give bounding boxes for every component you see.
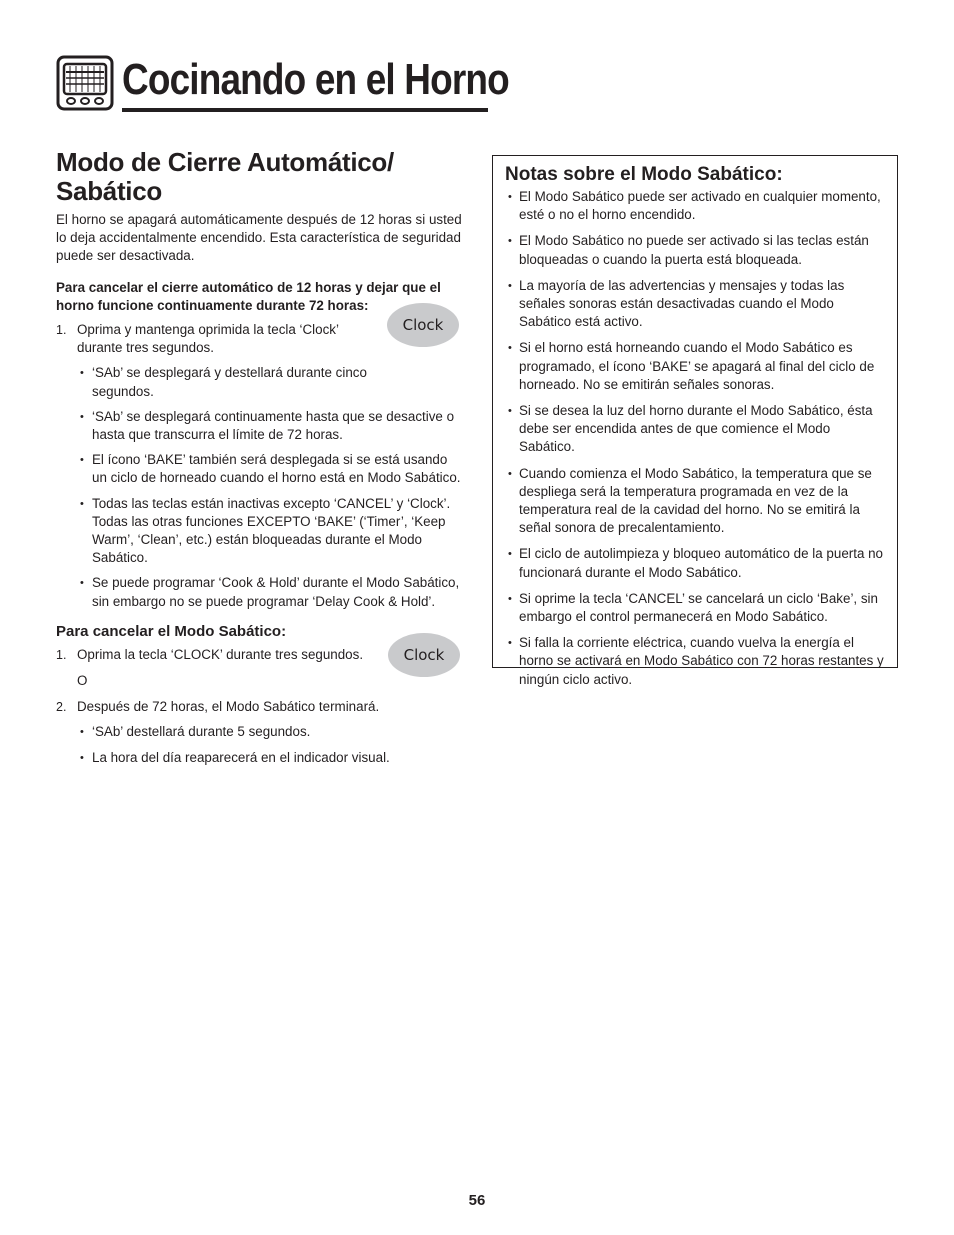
notes-list [505, 188, 885, 689]
title-underline [122, 108, 488, 112]
cancel-subhead: Para cancelar el Modo Sabático: [56, 622, 287, 640]
page-header [56, 52, 509, 116]
list-item: • Si oprime la tecla ‘CANCEL’ se cancelará un ciclo ‘Bake’, sin embargo el control permanecerá en Modo Sabático. [505, 590, 885, 626]
clock-key-button[interactable]: Clock [387, 303, 459, 347]
section-title-line2: Sabático [56, 176, 162, 206]
clock-key-button[interactable]: Clock [388, 633, 460, 677]
step-bullets [77, 723, 462, 766]
or-text: O [77, 673, 88, 689]
list-item: • El ícono ‘BAKE’ también será desplegada si se está usando un ciclo de horneado cuando el horno está en Modo Sabático. [77, 451, 462, 487]
list-item: • ‘SAb’ destellará durante 5 segundos. [77, 723, 462, 741]
step-text: Después de 72 horas, el Modo Sabático terminará. [77, 699, 380, 715]
list-item: • Si el horno está horneando cuando el Modo Sabático es programado, el ícono ‘BAKE’ se apagará al final del ciclo de horneado. No se emitirán señales sonoras. [505, 339, 885, 394]
list-item: • ‘SAb’ se desplegará y destellará durante cinco segundos. [77, 364, 382, 400]
oven-icon [56, 54, 116, 114]
bold-instructions-lead: Para cancelar el cierre automático de 12 horas y dejar que el horno funcione continuamente durante 72 horas: [56, 279, 441, 313]
intro-paragraph: El horno se apagará automáticamente después de 12 horas si usted lo deja accidentalmente encendido. Esta característica de seguridad puede ser desactivada. [56, 212, 462, 264]
notes-title: Notas sobre el Modo Sabático: [505, 164, 783, 185]
step-number: 1. [56, 323, 67, 338]
step-text: Oprima y mantenga oprimida la tecla ‘Clock’ durante tres segundos. [77, 322, 339, 356]
step-number: 2. [56, 700, 67, 715]
step-bullets [77, 364, 462, 610]
list-item: • ‘SAb’ se desplegará continuamente hasta que se desactive o hasta que transcurra el límite de 72 horas. [77, 408, 462, 444]
page-title: Cocinando en el Horno [122, 55, 509, 104]
list-item: • El Modo Sabático no puede ser activado si las teclas están bloqueadas o cuando la puerta está bloqueada. [505, 232, 885, 268]
steps-list [56, 321, 462, 611]
list-item: • El ciclo de autolimpieza y bloqueo automático de la puerta no funcionará durante el Modo Sabático. [505, 545, 885, 581]
list-item: • La mayoría de las advertencias y mensajes y todas las señales sonoras están desactivadas cuando el Modo Sabático está activo. [505, 277, 885, 332]
list-item: • Si se desea la luz del horno durante el Modo Sabático, ésta debe ser encendida antes de que comience el Modo Sabático. [505, 402, 885, 457]
list-item: • El Modo Sabático puede ser activado en cualquier momento, esté o no el horno encendido. [505, 188, 885, 224]
list-item: • Cuando comienza el Modo Sabático, la temperatura que se despliega será la temperatura programada en vez de la temperatura real de la cavidad del horno. No se emitirá la señal sonora de precalentamiento. [505, 465, 885, 538]
sabbath-section [56, 148, 462, 767]
sabbath-notes-box [492, 155, 898, 687]
step-item [56, 698, 462, 767]
list-item: • Todas las teclas están inactivas excepto ‘CANCEL’ y ‘Clock’. Todas las otras funciones EXCEPTO ‘BAKE’ (‘Timer’, ‘Keep Warm’, ‘Clean’, etc.) están bloqueadas durante el Modo Sabático. [77, 495, 452, 568]
section-title-line1: Modo de Cierre Automático/ [56, 147, 394, 177]
page-number: 56 [468, 1192, 486, 1209]
section-title [56, 148, 462, 206]
step-text: Oprima la tecla ‘CLOCK’ durante tres segundos. [77, 646, 364, 662]
list-item: • Si falla la corriente eléctrica, cuando vuelva la energía el horno se activará en Modo Sabático con 72 horas restantes y ningún ciclo activo. [505, 634, 885, 689]
list-item: • Se puede programar ‘Cook & Hold’ durante el Modo Sabático, sin embargo no se puede programar ‘Delay Cook & Hold’. [77, 574, 462, 610]
step-number: 1. [56, 647, 67, 662]
list-item: • La hora del día reaparecerá en el indicador visual. [77, 749, 462, 767]
step-item [56, 321, 462, 611]
